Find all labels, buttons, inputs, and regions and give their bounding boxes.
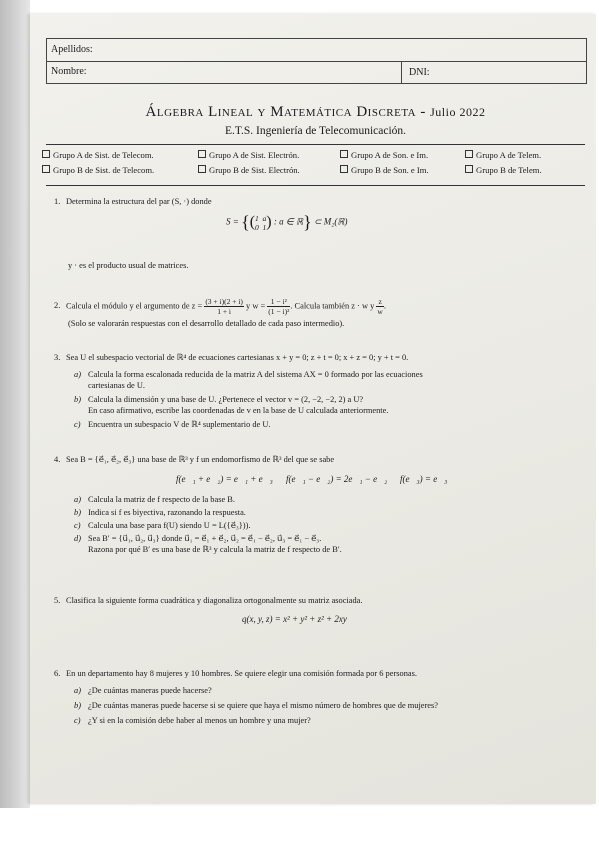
nombre-row[interactable]	[47, 62, 586, 83]
checkbox-icon	[42, 150, 50, 158]
question-6c: c) ¿Y si en la comisión debe haber al menos un hombre y una mujer?	[74, 716, 311, 725]
question-1	[54, 196, 574, 208]
group-checkbox[interactable]: Grupo A de Telem.	[465, 150, 541, 160]
question-2: 2. Calcula el módulo y el argumento de z = $\frac{(3 + i)(2 + i)}{1 + i}$ y w = $\frac{\text{1 − i²}}{\text{(1 − i)²}}$ . Calcula también z · w y $\frac{z}{w}$ .	[54, 297, 386, 316]
group-row-b	[42, 165, 587, 179]
question-4a: a) Calcula la matriz de f respecto de la base B.	[74, 495, 235, 504]
question-2-note: (Solo se valorarán respuestas con el desarrollo detallado de cada paso intermedio).	[68, 319, 345, 328]
exam-subject: Álgebra Lineal y Matemática Discreta	[145, 104, 417, 120]
matrix: 1 a 0 1	[255, 213, 267, 232]
fraction-z: $\frac{(3 + i)(2 + i)}{1 + i}$	[205, 297, 243, 316]
fraction-z-over-w: $\frac{z}{w}$	[377, 297, 383, 316]
title-dash: -	[420, 104, 426, 120]
question-4c: c) Calcula una base para f(U) siendo U = L({e⃗₃})).	[74, 521, 251, 530]
question-1-note: y · es el producto usual de matrices.	[68, 261, 189, 270]
group-checkbox[interactable]: Grupo A de Sist. Electrón.	[198, 150, 299, 160]
question-3a: a) Calcula la forma escalonada reducida de la matriz A del sistema AX = 0 formado por las ecuaciones cartesianas de U.	[74, 370, 423, 390]
student-info-box	[46, 38, 587, 84]
endomorphism-eq-1: f(e⃗₁ + e⃗₂) = e⃗₁ + e⃗₃	[176, 474, 273, 484]
checkbox-icon	[465, 150, 473, 158]
group-row-a	[42, 150, 587, 164]
exam-date: Julio 2022	[430, 105, 486, 119]
exam-sheet	[30, 14, 596, 804]
question-4d: d) Sea B′ = {u⃗₁, u⃗₂, u⃗₃} donde u⃗₁ = e⃗₁ + e⃗₂, u⃗₂ = e⃗₁ − e⃗₂, u⃗₃ = e⃗₁ − e⃗₃. Razona por qué B′ es una base de ℝ³ y calcula la matriz de f respecto de B′.	[74, 534, 342, 554]
question-4: 4. Sea B = {e⃗₁, e⃗₂, e⃗₃} una base de ℝ³ y f un endomorfismo de ℝ³ del que se sabe	[54, 455, 335, 464]
group-checkbox[interactable]: Grupo B de Son. e Im.	[340, 165, 429, 175]
checkbox-icon	[465, 165, 473, 173]
question-3: 3. Sea U el subespacio vectorial de ℝ⁴ de ecuaciones cartesianas x + y = 0; z + t = 0; x + z = 0; y + t = 0.	[54, 353, 409, 362]
checkbox-icon	[198, 150, 206, 158]
checkbox-icon	[340, 150, 348, 158]
group-checkbox[interactable]: Grupo A de Sist. de Telecom.	[42, 150, 154, 160]
apellidos-label: Apellidos:	[51, 44, 93, 55]
apellidos-row[interactable]	[47, 39, 586, 62]
set-definition: S = {(1 a 0 1) : a ∈ ℝ} ⊂ M₂(ℝ)	[226, 212, 348, 232]
question-6a: a) ¿De cuántas maneras puede hacerse?	[74, 686, 212, 695]
exam-school: E.T.S. Ingeniería de Telecomunicación.	[224, 125, 407, 137]
checkbox-icon	[340, 165, 348, 173]
quadratic-form: q(x, y, z) = x² + y² + z² + 2xy	[242, 614, 347, 624]
divider-bottom	[46, 185, 585, 186]
dni-separator	[401, 62, 402, 83]
exam-title	[46, 104, 585, 121]
endomorphism-eq-2: f(e⃗₁ − e⃗₂) = 2e⃗₁ − e⃗₂	[286, 474, 388, 484]
divider-top	[46, 144, 585, 145]
checkbox-icon	[198, 165, 206, 173]
dni-label: DNI:	[409, 67, 430, 78]
question-5: 5. Clasifica la siguiente forma cuadrática y diagonaliza ortogonalmente su matriz asociada.	[54, 596, 363, 605]
fraction-w: $\frac{\text{1 − i²}}{\text{(1 − i)²}}$	[268, 297, 290, 316]
group-checkbox[interactable]: Grupo A de Son. e Im.	[340, 150, 428, 160]
page-shadow	[0, 0, 30, 808]
question-3b: b) Calcula la dimensión y una base de U. ¿Pertenece el vector v = (2, −2, −2, 2) a U? En caso afirmativo, escribe las coordenadas de v en la base de U calculada anteriormente.	[74, 395, 389, 415]
checkbox-icon	[42, 165, 50, 173]
question-4b: b) Indica si f es biyectiva, razonando la respuesta.	[74, 508, 246, 517]
question-6b: b) ¿De cuántas maneras puede hacerse si se quiere que haya el mismo número de hombres que de mujeres?	[74, 701, 438, 710]
group-checkbox[interactable]: Grupo B de Sist. Electrón.	[198, 165, 300, 175]
question-3c: c) Encuentra un subespacio V de ℝ⁴ suplementario de U.	[74, 420, 271, 429]
group-checkbox[interactable]: Grupo B de Telem.	[465, 165, 542, 175]
group-checkbox[interactable]: Grupo B de Sist. de Telecom.	[42, 165, 154, 175]
question-6: 6. En un departamento hay 8 mujeres y 10 hombres. Se quiere elegir una comisión formada por 6 personas.	[54, 669, 417, 678]
endomorphism-eq-3: f(e⃗₃) = e⃗₃	[400, 474, 448, 484]
nombre-label: Nombre:	[51, 66, 87, 77]
question-number: 1.	[54, 197, 61, 206]
question-text: Determina la estructura del par (S, ·) donde	[66, 197, 212, 206]
